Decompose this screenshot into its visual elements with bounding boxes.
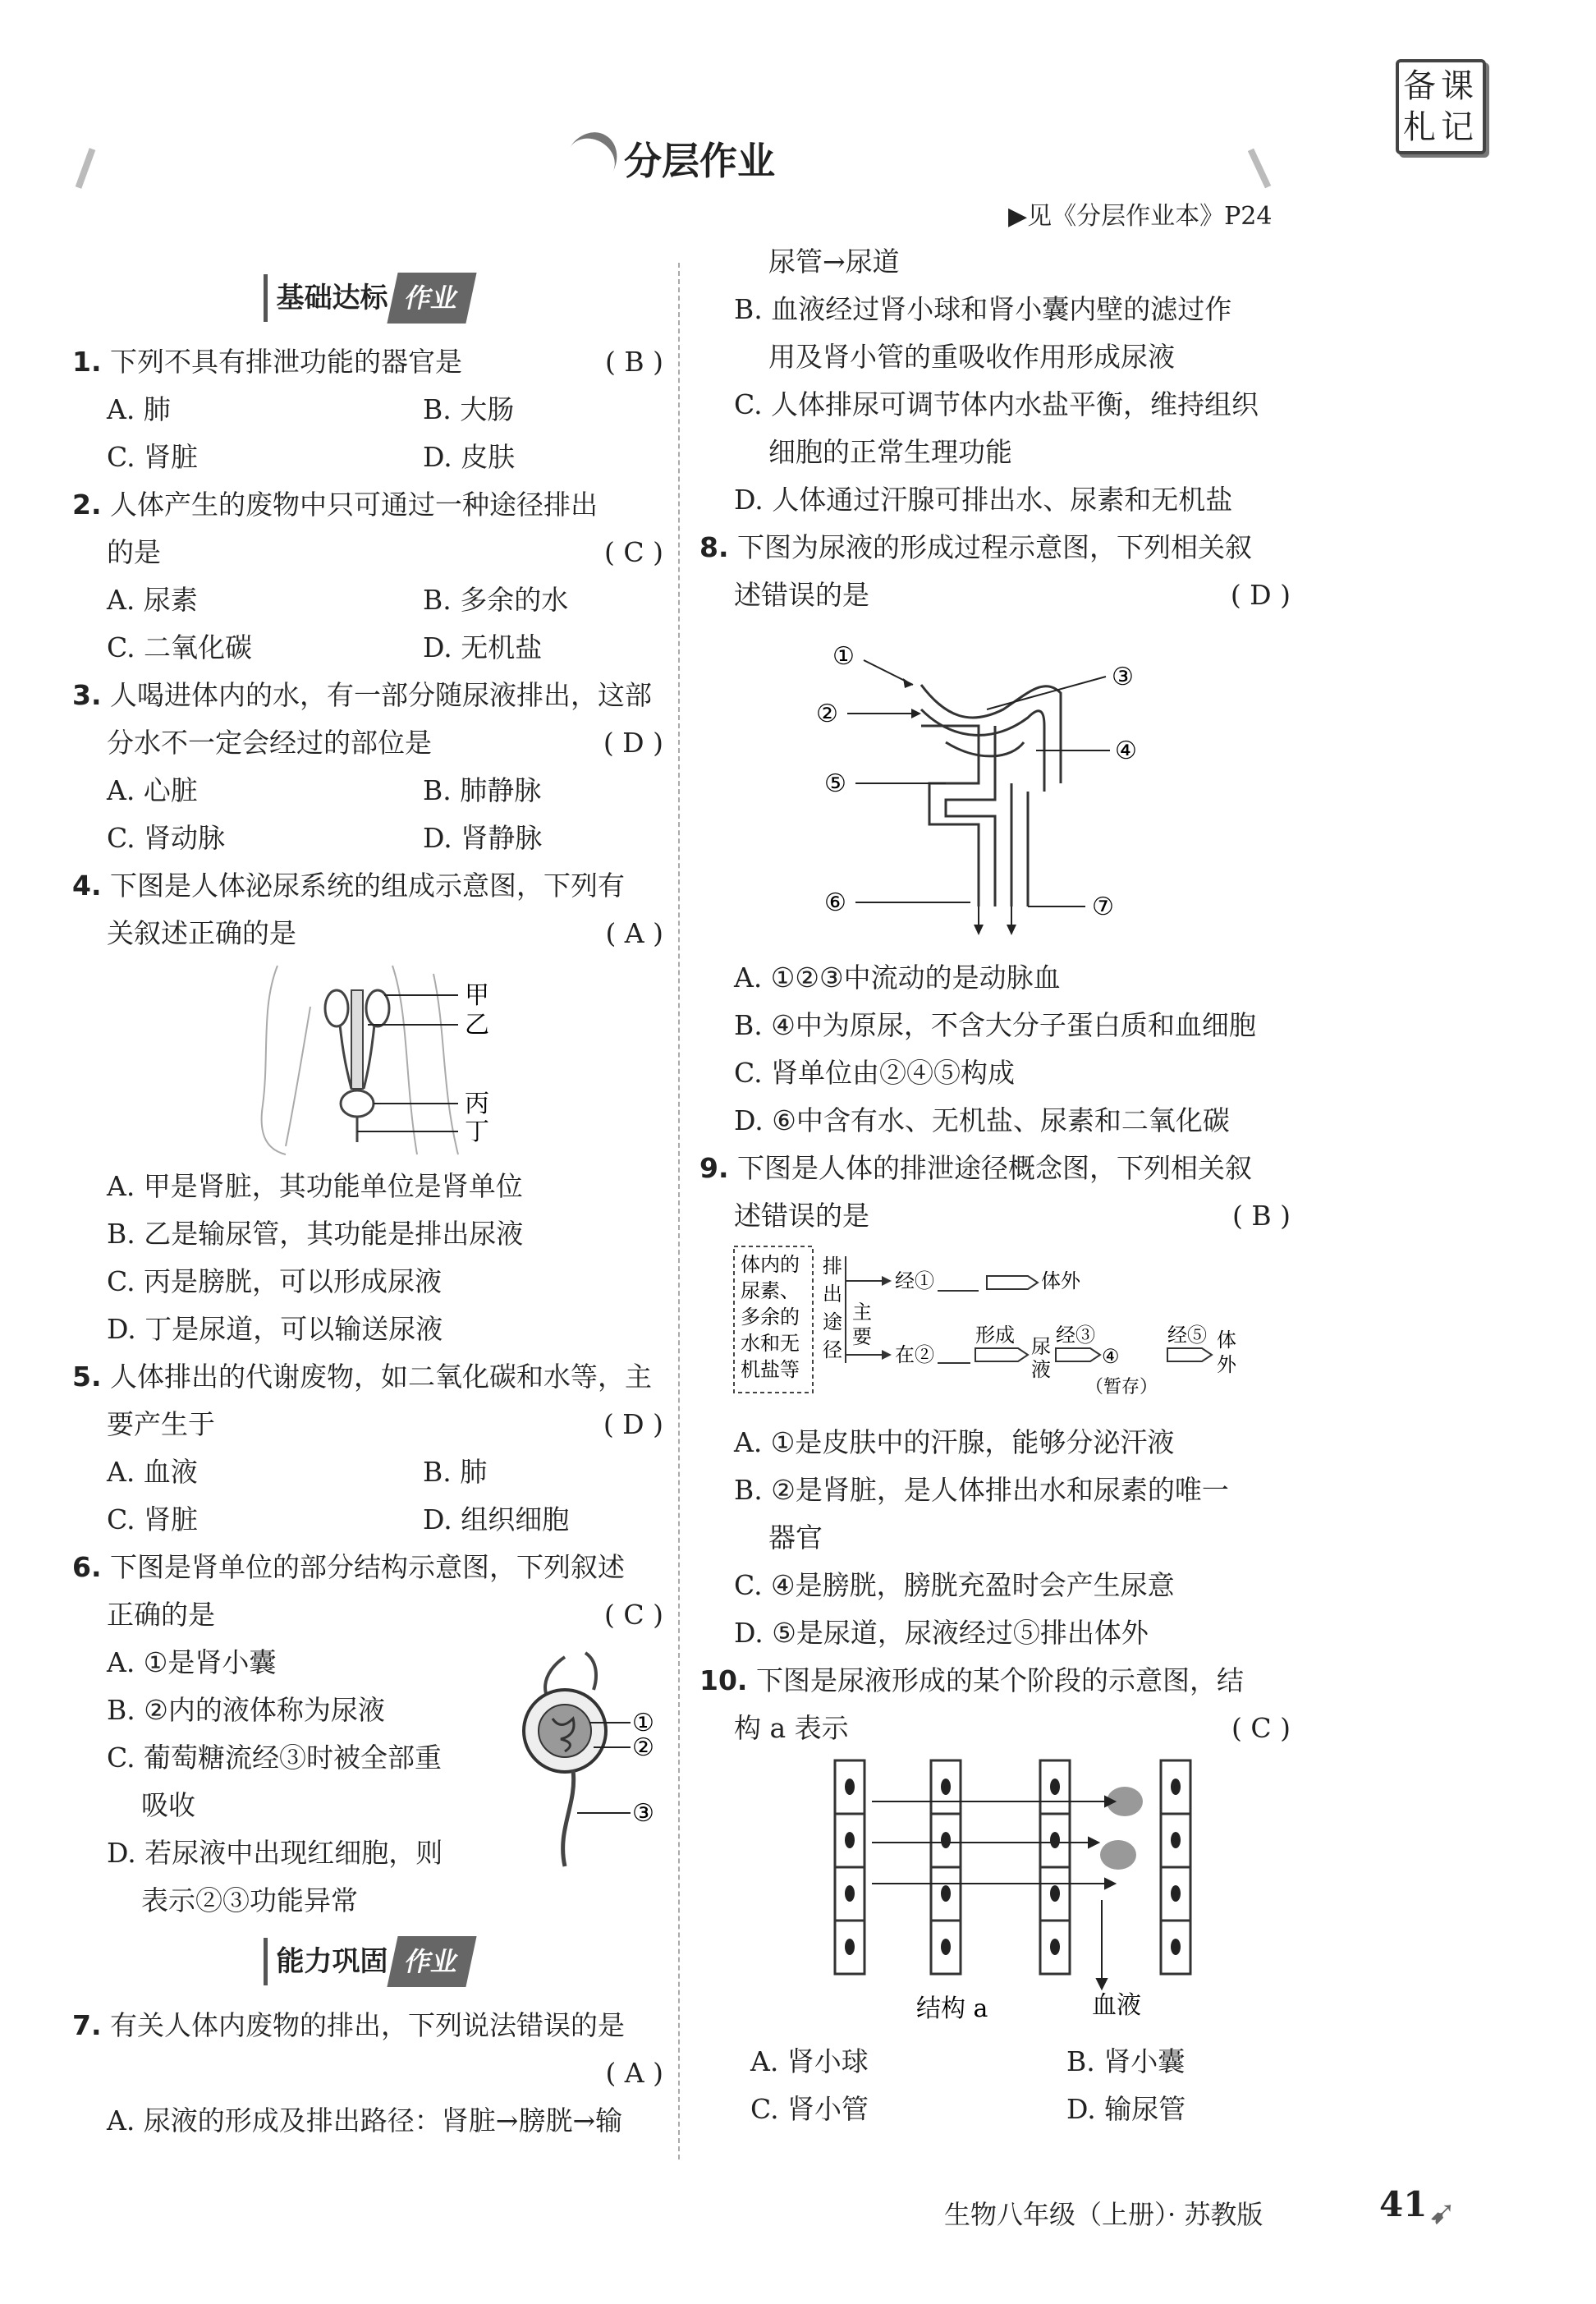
question-stem-cont: 要产生于 [107,1408,215,1440]
bot-urine-1: 尿 [1031,1335,1051,1358]
answer-choice: ( C ) [604,1599,663,1631]
question-number: 5. [72,1361,102,1393]
question-stem: 人体排出的代谢废物，如二氧化碳和水等，主 [110,1361,652,1393]
answer-choice: ( C ) [1231,1712,1291,1744]
question-1 [72,338,663,481]
label-7: ⑦ [1092,893,1114,921]
bot-urine-2: 液 [1031,1358,1051,1381]
option-d: D. 输尿管 [1066,2093,1186,2125]
option-b: B. ②内的液体称为尿液 [107,1694,385,1726]
box-line-3: 多余的 [741,1306,800,1329]
question-number: 1. [72,346,102,378]
bot-store: （暂存） [1085,1377,1158,1398]
question-stem: 下图是尿液形成的某个阶段的示意图，结 [755,1664,1244,1696]
stamp-line-2: 札记 [1403,108,1479,146]
option-c: C. 肾脏 [107,1503,199,1535]
option-a: A. 肺 [107,393,171,425]
option-a-cont: 尿管→尿道 [768,246,900,278]
top-end: 体外 [1041,1269,1080,1292]
option-c: C. 人体排尿可调节体内水盐平衡，维持组织 [734,388,1259,420]
question-4 [72,862,663,1353]
excretion-concept-map [699,1240,1291,1404]
answer-choice: ( B ) [1232,1200,1291,1232]
label-6: ⑥ [824,888,846,917]
label-ding: 丁 [465,1118,489,1146]
option-a: A. ①是皮肤中的汗腺，能够分泌汗液 [734,1426,1175,1458]
question-2 [72,481,663,672]
option-a: A. ①是肾小囊 [107,1646,277,1678]
branch-char-3: 途 [823,1310,842,1333]
label-3: ③ [632,1799,654,1828]
label-bing: 丙 [465,1090,489,1118]
label-4: ④ [1115,737,1137,765]
urinary-system-diagram [72,957,663,1163]
answer-choice: ( A ) [605,2057,663,2089]
label-5: ⑤ [824,769,846,798]
workbook-reference: ▶见《分层作业本》P24 [1008,202,1273,231]
answer-choice: ( D ) [603,1408,663,1440]
answer-choice: ( C ) [604,536,663,568]
branch-char-2: 出 [823,1283,842,1306]
section-ability-header [72,1933,663,1990]
label-yi: 乙 [465,1011,489,1040]
main-char-2: 要 [852,1325,872,1348]
title-decoration-left [76,148,96,189]
arrow-icon [987,1276,1038,1289]
footer-arrow-icon: ➹ [1429,2194,1456,2232]
option-b-cont: 用及肾小管的重吸收作用形成尿液 [768,341,1175,373]
box-line-5: 机盐等 [741,1358,800,1381]
glomerulus [539,1705,591,1757]
option-d: D. 丁是尿道，可以输送尿液 [107,1313,443,1345]
lesson-notes-stamp [1396,59,1486,154]
question-9 [699,1145,1291,1657]
option-d: D. ⑥中含有水、无机盐、尿素和二氧化碳 [734,1104,1230,1136]
option-d: D. 肾静脉 [423,822,543,854]
label-jia: 甲 [465,981,489,1010]
ureter-right [364,1025,374,1089]
option-c: C. 葡萄糖流经③时被全部重 [107,1742,443,1774]
question-stem-cont: 述错误的是 [734,579,869,611]
bot-in-2: 在② [895,1343,934,1366]
option-b: B. ④中为原尿，不含大分子蛋白质和血细胞 [734,1009,1256,1041]
bot-form: 形成 [975,1324,1015,1347]
question-stem: 下图是人体的排泄途径概念图，下列相关叙 [737,1152,1252,1184]
option-b: B. 肺静脉 [423,774,542,806]
option-a: A. 血液 [107,1456,198,1488]
question-10 [699,1657,1291,2133]
bot-end-1: 体 [1217,1329,1236,1352]
option-d: D. 若尿液中出现红细胞，则 [107,1837,443,1869]
option-d: D. 无机盐 [423,631,543,663]
question-number: 8. [699,531,729,563]
label-structure-a: 结构 a [916,1994,988,2023]
question-5 [72,1353,663,1544]
right-column [699,238,1291,2133]
question-6 [72,1544,663,1925]
question-7 [72,2002,663,2145]
reabsorption-diagram [699,1752,1291,2023]
question-stem: 下图是肾单位的部分结构示意图，下列叙述 [110,1551,625,1583]
option-d: D. 人体通过汗腺可排出水、尿素和无机盐 [734,484,1233,516]
question-stem-cont: 分水不一定会经过的部位是 [107,727,432,759]
box-line-2: 尿素、 [741,1279,800,1302]
option-b: B. ②是肾脏，是人体排出水和尿素的唯一 [734,1474,1229,1506]
main-char-1: 主 [852,1301,872,1324]
option-b: B. 肺 [423,1456,488,1488]
question-stem-cont: 构 a 表示 [734,1712,849,1744]
option-a: A. 尿液的形成及排出路径：肾脏→膀胱→输 [107,2104,623,2136]
bot-via-3: 经③ [1056,1324,1095,1347]
question-stem-cont: 关叙述正确的是 [107,917,296,949]
urinary-system-figure [72,957,663,1163]
section-basic-header [72,269,663,327]
bot-via-5: 经⑤ [1167,1324,1207,1347]
section-tag: 作业 [388,1936,477,1987]
option-c-cont: 吸收 [141,1789,195,1821]
urine-formation-diagram [699,619,1291,939]
section-label: 基础达标 [264,274,388,322]
question-number: 9. [699,1152,729,1184]
bot-4: ④ [1102,1345,1120,1368]
box-line-1: 体内的 [741,1253,800,1276]
question-number: 7. [72,2009,102,2041]
box-line-4: 水和无 [741,1332,800,1355]
answer-choice: ( A ) [605,917,663,949]
label-1: ① [832,642,855,671]
option-c: C. 二氧化碳 [107,631,253,663]
nephron-partial-diagram [507,1641,663,1870]
option-d: D. 组织细胞 [423,1503,570,1535]
renal-tubule [563,1770,574,1866]
arrow-icon [975,1348,1028,1361]
question-3 [72,672,663,862]
option-b: B. 血液经过肾小球和肾小囊内壁的滤过作 [734,293,1232,325]
label-2: ② [632,1733,654,1762]
option-d: D. 皮肤 [423,441,516,473]
option-c: C. 肾小管 [750,2093,869,2125]
left-column [72,261,663,2145]
question-8 [699,524,1291,1145]
ureter-left [340,1025,351,1089]
column-divider [678,263,680,2159]
label-1: ① [632,1709,654,1737]
branch-char-4: 径 [823,1338,842,1361]
section-tag: 作业 [388,273,477,324]
label-2: ② [816,700,838,728]
question-stem-cont: 正确的是 [107,1599,215,1631]
option-c: C. 肾单位由②④⑤构成 [734,1057,1016,1089]
question-stem: 人体产生的废物中只可通过一种途径排出 [110,489,598,521]
option-b-cont: 器官 [768,1521,823,1554]
option-b: B. 大肠 [423,393,515,425]
branch-char-1: 排 [823,1255,842,1278]
question-stem-cont: 述错误的是 [734,1200,869,1232]
option-c-cont: 细胞的正常生理功能 [768,436,1012,468]
option-c: C. ④是膀胱，膀胱充盈时会产生尿意 [734,1569,1175,1601]
question-number: 3. [72,679,102,711]
option-a: A. 心脏 [107,774,198,806]
question-stem: 下图为尿液的形成过程示意图，下列相关叙 [737,531,1252,563]
option-d: D. ⑤是尿道，尿液经过⑤排出体外 [734,1617,1149,1649]
red-blood-cell [1100,1840,1136,1870]
question-stem: 有关人体内废物的排出，下列说法错误的是 [110,2009,625,2041]
option-c: C. 肾脏 [107,441,199,473]
answer-choice: ( B ) [605,346,663,378]
question-stem: 下列不具有排泄功能的器官是 [110,346,462,378]
title-decoration-right [1248,149,1271,189]
option-a: A. 肾小球 [750,2045,869,2077]
footer-subject: 生物八年级（上册）· 苏教版 [944,2199,1264,2230]
option-c: C. 丙是膀胱，可以形成尿液 [107,1265,443,1297]
stamp-line-1: 备课 [1403,67,1479,105]
section-label: 能力巩固 [264,1938,388,1985]
title-swirl-icon [556,123,627,198]
option-a: A. 尿素 [107,584,198,616]
question-number: 2. [72,489,102,521]
question-number: 10. [699,1664,748,1696]
option-c: C. 肾动脉 [107,822,226,854]
label-blood: 血液 [1092,1991,1141,2020]
question-number: 6. [72,1551,102,1583]
bladder [341,1090,374,1117]
question-number: 4. [72,870,102,902]
answer-choice: ( D ) [1230,579,1291,611]
option-a: A. ①②③中流动的是动脉血 [734,962,1061,994]
option-b: B. 乙是输尿管，其功能是排出尿液 [107,1218,524,1250]
bot-end-2: 外 [1217,1353,1236,1376]
answer-choice: ( D ) [603,727,663,759]
kidney-left [325,990,348,1026]
label-3: ③ [1112,663,1134,691]
option-d-cont: 表示②③功能异常 [141,1884,358,1916]
question-stem: 下图是人体泌尿系统的组成示意图，下列有 [110,870,625,902]
page-title: 分层作业 [624,139,775,183]
arrow-icon [1167,1348,1212,1361]
question-stem: 人喝进体内的水，有一部分随尿液排出，这部 [110,679,652,711]
option-a: A. 甲是肾脏，其功能单位是肾单位 [107,1170,523,1202]
question-stem-cont: 的是 [107,536,161,568]
option-b: B. 肾小囊 [1066,2045,1186,2077]
arrow-icon [1056,1348,1100,1361]
top-via-1: 经① [895,1269,934,1292]
option-b: B. 多余的水 [423,584,569,616]
page-number: 41 [1379,2184,1428,2224]
